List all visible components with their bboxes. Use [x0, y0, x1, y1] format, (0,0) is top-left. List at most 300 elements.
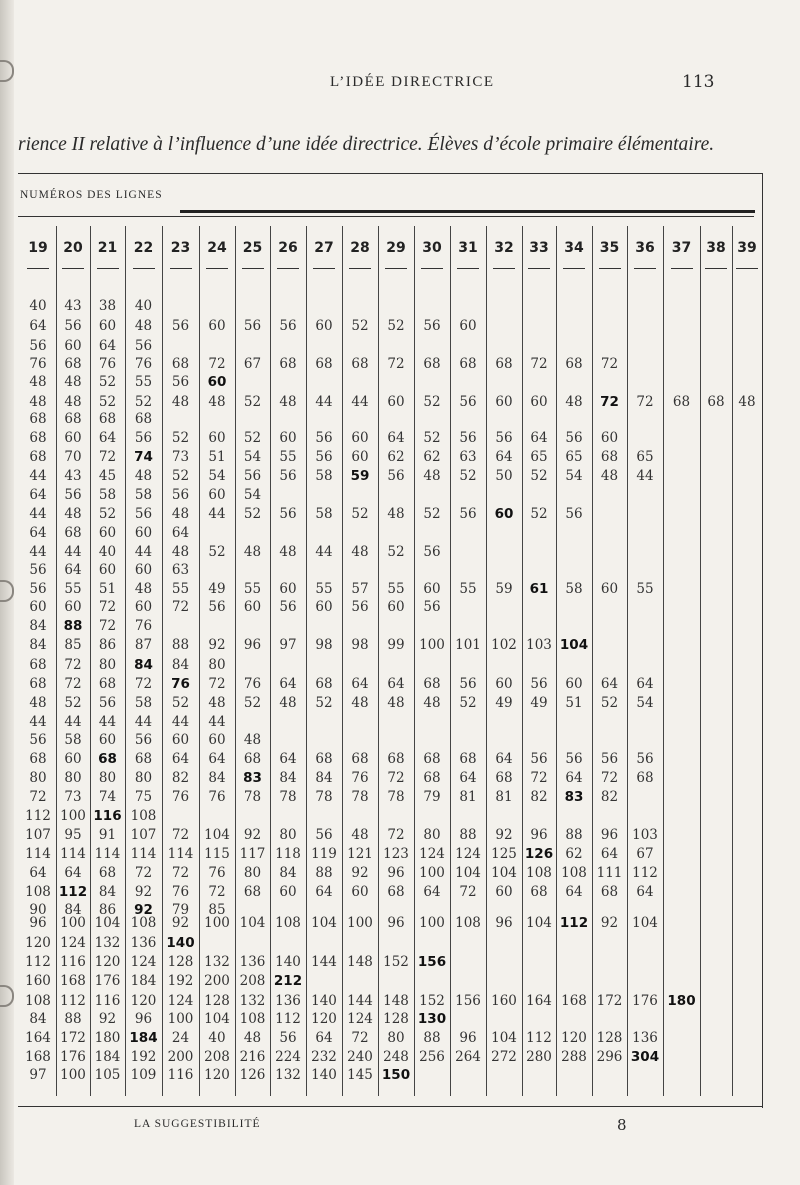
column-dash — [170, 268, 192, 269]
table-cell: 80 — [29, 770, 47, 786]
table-cell: 49 — [495, 695, 513, 711]
table-cell: 67 — [636, 846, 654, 862]
table-cell: 58 — [565, 581, 583, 597]
table-cell: 48 — [29, 374, 47, 390]
table-cell: 96 — [459, 1030, 477, 1046]
table-cell: 68 — [495, 356, 513, 372]
table-cell: 103 — [526, 637, 552, 653]
table-cell: 288 — [561, 1049, 587, 1065]
table-cell: 124 — [167, 993, 194, 1009]
table-cell: 116 — [60, 954, 86, 970]
table-cell: 68 — [530, 884, 548, 900]
table-cell: 70 — [64, 449, 82, 465]
table-cell: 48 — [243, 1030, 262, 1046]
table-cell: 60 — [495, 394, 513, 410]
table-cell: 78 — [387, 789, 405, 805]
table-cell: 68 — [423, 676, 441, 692]
table-cell: 76 — [134, 356, 153, 372]
table-cell: 72 — [530, 356, 548, 372]
table-cell: 176 — [60, 1049, 86, 1065]
table-cell: 100 — [167, 1011, 194, 1027]
table-cell: 108 — [130, 808, 157, 824]
table-cell: 111 — [596, 865, 623, 881]
table-cell: 64 — [315, 1030, 333, 1046]
table-cell: 55 — [459, 581, 477, 597]
table-cell: 72 — [387, 356, 405, 372]
table-cell: 100 — [60, 915, 86, 931]
table-cell: 96 — [495, 915, 513, 931]
table-cell: 92 — [98, 1011, 117, 1027]
table-cell: 81 — [459, 789, 477, 805]
table-cell: 72 — [208, 676, 226, 692]
column-header: 28 — [350, 240, 370, 256]
table-cell: 52 — [171, 695, 190, 711]
table-cell: 60 — [98, 525, 117, 541]
table-cell: 104 — [526, 915, 552, 931]
column-header: 32 — [494, 240, 514, 256]
column-dash — [277, 268, 299, 269]
table-cell: 108 — [275, 915, 301, 931]
table-cell: 61 — [529, 581, 549, 597]
table-cell: 44 — [64, 544, 82, 560]
table-cell: 56 — [64, 318, 82, 334]
table-cell: 60 — [387, 394, 405, 410]
table-cell: 64 — [29, 318, 47, 334]
table-cell: 43 — [64, 468, 82, 484]
table-cell: 95 — [64, 827, 82, 843]
table-cell: 152 — [419, 993, 445, 1009]
table-cell: 84 — [315, 770, 333, 786]
table-cell: 96 — [243, 637, 262, 653]
column-dash — [62, 268, 84, 269]
table-cell: 68 — [459, 751, 477, 767]
table-cell: 56 — [387, 468, 405, 484]
table-cell: 164 — [526, 993, 552, 1009]
table-cell: 59 — [495, 581, 513, 597]
table-cell: 128 — [596, 1030, 623, 1046]
table-cell: 144 — [311, 954, 337, 970]
table-cell: 216 — [239, 1049, 266, 1065]
table-cell: 92 — [134, 902, 153, 918]
table-cell: 74 — [134, 449, 153, 465]
table-cell: 60 — [64, 751, 82, 767]
table-cell: 144 — [347, 993, 373, 1009]
table-cell: 68 — [387, 884, 405, 900]
table-cell: 40 — [134, 298, 153, 314]
table-cell: 68 — [636, 770, 654, 786]
table-cell: 48 — [29, 695, 47, 711]
column-header: 39 — [737, 240, 757, 256]
table-cell: 60 — [208, 430, 226, 446]
table-cell: 72 — [208, 884, 226, 900]
table-cell: 104 — [204, 827, 230, 843]
table-cell: 58 — [315, 468, 333, 484]
table-cell: 72 — [134, 676, 153, 692]
table-cell: 208 — [239, 973, 266, 989]
table-cell: 80 — [423, 827, 441, 843]
table-cell: 64 — [423, 884, 441, 900]
table-cell: 72 — [98, 449, 117, 465]
table-cell: 60 — [494, 506, 514, 522]
table-cell: 123 — [383, 846, 409, 862]
table-cell: 75 — [134, 789, 153, 805]
table-cell: 114 — [94, 846, 121, 862]
table-cell: 132 — [204, 954, 230, 970]
table-cell: 52 — [64, 695, 82, 711]
table-cell: 55 — [387, 581, 405, 597]
table-cell: 56 — [134, 338, 153, 354]
table-cell: 44 — [208, 714, 226, 730]
column-rule — [663, 226, 664, 1096]
table-cell: 168 — [561, 993, 587, 1009]
table-cell: 104 — [311, 915, 337, 931]
table-cell: 48 — [738, 394, 756, 410]
table-cell: 56 — [279, 1030, 297, 1046]
table-cell: 60 — [208, 318, 226, 334]
table-cell: 124 — [347, 1011, 373, 1027]
table-cell: 272 — [491, 1049, 517, 1065]
table-cell: 68 — [387, 751, 405, 767]
table-cell: 84 — [208, 770, 226, 786]
table-cell: 56 — [208, 599, 226, 615]
table-cell: 88 — [459, 827, 477, 843]
table-cell: 44 — [134, 544, 153, 560]
table-cell: 120 — [94, 954, 121, 970]
table-cell: 148 — [347, 954, 373, 970]
table-cell: 107 — [130, 827, 157, 843]
table-cell: 44 — [29, 468, 47, 484]
table-cell: 72 — [64, 676, 82, 692]
table-cell: 68 — [64, 356, 82, 372]
table-cell: 68 — [495, 770, 513, 786]
table-cell: 92 — [134, 884, 153, 900]
table-cell: 52 — [387, 544, 405, 560]
table-cell: 68 — [423, 770, 441, 786]
table-cell: 76 — [171, 884, 190, 900]
table-cell: 64 — [29, 487, 47, 503]
table-cell: 56 — [64, 487, 82, 503]
table-cell: 74 — [98, 789, 117, 805]
table-cell: 96 — [530, 827, 548, 843]
table-cell: 45 — [98, 468, 117, 484]
table-cell: 78 — [315, 789, 333, 805]
column-header: 33 — [529, 240, 549, 256]
table-cell: 52 — [351, 506, 369, 522]
table-cell: 56 — [600, 751, 619, 767]
table-cell: 87 — [134, 637, 153, 653]
table-cell: 108 — [239, 1011, 266, 1027]
table-cell: 52 — [171, 468, 190, 484]
column-dash — [97, 268, 119, 269]
table-cell: 68 — [600, 449, 619, 465]
table-cell: 114 — [167, 846, 194, 862]
table-cell: 72 — [600, 394, 619, 410]
table-cell: 72 — [134, 865, 153, 881]
table-cell: 85 — [208, 902, 226, 918]
table-cell: 68 — [351, 356, 369, 372]
table-cell: 56 — [134, 732, 153, 748]
table-cell: 24 — [171, 1030, 190, 1046]
table-cell: 52 — [171, 430, 190, 446]
table-cell: 72 — [530, 770, 548, 786]
column-dash — [563, 268, 585, 269]
table-cell: 119 — [311, 846, 337, 862]
table-cell: 64 — [600, 676, 619, 692]
table-cell: 99 — [387, 637, 405, 653]
table-cell: 84 — [279, 865, 297, 881]
table-cell: 104 — [455, 865, 481, 881]
table-cell: 72 — [208, 356, 226, 372]
table-cell: 124 — [419, 846, 445, 862]
table-cell: 56 — [134, 506, 153, 522]
table-cell: 56 — [29, 581, 47, 597]
table-cell: 64 — [64, 562, 82, 578]
column-header: 29 — [386, 240, 406, 256]
table-cell: 56 — [279, 506, 297, 522]
table-cell: 52 — [423, 394, 441, 410]
table-cell: 48 — [64, 506, 82, 522]
column-header: 36 — [635, 240, 655, 256]
table-cell: 54 — [208, 468, 226, 484]
table-cell: 98 — [315, 637, 333, 653]
table-cell: 80 — [134, 770, 153, 786]
table-cell: 108 — [455, 915, 481, 931]
column-dash — [27, 268, 49, 269]
table-cell: 84 — [29, 1011, 47, 1027]
table-cell: 64 — [495, 449, 513, 465]
table-cell: 52 — [98, 374, 117, 390]
table-cell: 85 — [64, 637, 82, 653]
table-cell: 50 — [495, 468, 513, 484]
table-cell: 108 — [561, 865, 587, 881]
table-cell: 184 — [129, 1030, 158, 1046]
table-cell: 72 — [64, 657, 82, 673]
table-cell: 56 — [279, 599, 297, 615]
column-header: 20 — [63, 240, 83, 256]
table-cell: 60 — [495, 884, 513, 900]
table-cell: 96 — [387, 915, 405, 931]
column-header: 30 — [422, 240, 442, 256]
table-cell: 60 — [387, 599, 405, 615]
column-header: 27 — [314, 240, 334, 256]
table-cell: 54 — [636, 695, 654, 711]
table-cell: 55 — [279, 449, 297, 465]
table-cell: 58 — [315, 506, 333, 522]
table-cell: 64 — [279, 676, 297, 692]
table-cell: 156 — [417, 954, 447, 970]
table-cell: 88 — [64, 1011, 82, 1027]
table-cell: 55 — [134, 374, 153, 390]
table-cell: 55 — [64, 581, 82, 597]
table-cell: 180 — [94, 1030, 121, 1046]
table-cell: 80 — [279, 827, 297, 843]
table-cell: 60 — [134, 525, 153, 541]
table-cell: 48 — [387, 506, 405, 522]
table-cell: 97 — [279, 637, 297, 653]
table-cell: 304 — [630, 1049, 660, 1065]
table-cell: 52 — [600, 695, 619, 711]
table-cell: 68 — [134, 751, 153, 767]
table-cell: 68 — [351, 751, 369, 767]
table-cell: 44 — [134, 714, 153, 730]
table-cell: 72 — [459, 884, 477, 900]
table-cell: 44 — [29, 506, 47, 522]
table-cell: 60 — [530, 394, 548, 410]
table-cell: 72 — [600, 356, 619, 372]
table-cell: 48 — [134, 581, 153, 597]
table-cell: 101 — [455, 637, 481, 653]
table-cell: 48 — [64, 394, 82, 410]
column-dash — [206, 268, 228, 269]
table-cell: 92 — [600, 915, 619, 931]
table-cell: 64 — [171, 525, 190, 541]
table-cell: 132 — [94, 935, 121, 951]
table-cell: 49 — [208, 581, 226, 597]
table-cell: 68 — [672, 394, 691, 410]
table-cell: 80 — [243, 865, 262, 881]
column-header: 37 — [671, 240, 692, 256]
table-cell: 56 — [98, 695, 117, 711]
table-cell: 56 — [279, 318, 297, 334]
column-dash — [671, 268, 693, 269]
table-cell: 105 — [94, 1067, 121, 1083]
table-cell: 78 — [351, 789, 369, 805]
table-cell: 56 — [530, 676, 548, 692]
table-cell: 108 — [25, 884, 51, 900]
column-header: 34 — [564, 240, 584, 256]
table-cell: 44 — [171, 714, 190, 730]
table-cell: 52 — [423, 506, 441, 522]
table-cell: 112 — [526, 1030, 552, 1046]
table-cell: 76 — [171, 789, 190, 805]
table-cell: 60 — [208, 732, 226, 748]
table-cell: 60 — [134, 562, 153, 578]
table-cell: 103 — [632, 827, 658, 843]
table-cell: 48 — [279, 394, 297, 410]
table-cell: 72 — [351, 1030, 369, 1046]
table-cell: 68 — [64, 525, 82, 541]
table-cell: 68 — [29, 430, 47, 446]
table-cell: 44 — [98, 714, 117, 730]
table-cell: 72 — [600, 770, 619, 786]
table-cell: 68 — [98, 411, 117, 427]
table-cell: 72 — [98, 599, 117, 615]
table-cell: 48 — [171, 544, 190, 560]
table-cell: 44 — [636, 468, 654, 484]
table-cell: 56 — [459, 394, 477, 410]
table-cell: 76 — [208, 865, 226, 881]
column-header: 23 — [170, 240, 191, 256]
table-cell: 109 — [130, 1067, 157, 1083]
table-cell: 108 — [25, 993, 51, 1009]
table-cell: 148 — [383, 993, 409, 1009]
table-cell: 164 — [25, 1030, 51, 1046]
table-cell: 124 — [455, 846, 481, 862]
table-cell: 48 — [243, 732, 262, 748]
table-cell: 48 — [134, 318, 153, 334]
table-cell: 56 — [459, 506, 477, 522]
table-cell: 56 — [171, 487, 190, 503]
table-cell: 48 — [600, 468, 619, 484]
table-cell: 44 — [315, 394, 333, 410]
table-cell: 81 — [495, 789, 513, 805]
table-cell: 117 — [239, 846, 266, 862]
table-cell: 56 — [279, 468, 297, 484]
table-cell: 118 — [275, 846, 301, 862]
table-cell: 64 — [636, 676, 654, 692]
table-cell: 56 — [315, 449, 333, 465]
table-cell: 48 — [29, 394, 47, 410]
table-cell: 52 — [351, 318, 369, 334]
table-cell: 130 — [417, 1011, 447, 1027]
table-cell: 52 — [243, 430, 262, 446]
table-cell: 60 — [423, 581, 441, 597]
table-cell: 52 — [530, 468, 548, 484]
table-cell: 60 — [600, 430, 619, 446]
table-cell: 116 — [93, 808, 122, 824]
table-cell: 76 — [134, 618, 153, 634]
table-cell: 88 — [63, 618, 83, 634]
table-cell: 120 — [311, 1011, 337, 1027]
table-cell: 100 — [347, 915, 373, 931]
table-cell: 49 — [530, 695, 548, 711]
table-cell: 126 — [524, 846, 554, 862]
table-cell: 60 — [64, 599, 82, 615]
table-cell: 116 — [94, 993, 121, 1009]
table-cell: 68 — [98, 751, 117, 767]
table-cell: 208 — [204, 1049, 230, 1065]
table-cell: 104 — [94, 915, 121, 931]
table-cell: 73 — [171, 449, 190, 465]
table-cell: 102 — [491, 637, 517, 653]
table-cell: 60 — [207, 374, 227, 390]
table-cell: 60 — [98, 562, 117, 578]
table-cell: 88 — [423, 1030, 441, 1046]
table-cell: 60 — [495, 676, 513, 692]
table-cell: 172 — [60, 1030, 86, 1046]
table-cell: 52 — [459, 468, 477, 484]
table-cell: 60 — [208, 487, 226, 503]
table-cell: 107 — [25, 827, 51, 843]
table-cell: 112 — [60, 993, 86, 1009]
table-cell: 114 — [130, 846, 157, 862]
table-cell: 52 — [98, 506, 117, 522]
table-cell: 92 — [351, 865, 369, 881]
table-cell: 72 — [98, 618, 117, 634]
table-cell: 48 — [208, 394, 226, 410]
table-cell: 68 — [134, 411, 153, 427]
table-cell: 68 — [279, 356, 297, 372]
table-cell: 40 — [29, 298, 47, 314]
table-cell: 44 — [315, 544, 333, 560]
table-cell: 44 — [29, 714, 47, 730]
table-cell: 44 — [208, 506, 226, 522]
table-cell: 156 — [455, 993, 481, 1009]
table-cell: 86 — [98, 902, 117, 918]
column-dash — [599, 268, 621, 269]
table-cell: 192 — [130, 1049, 157, 1065]
table-cell: 64 — [565, 770, 583, 786]
table-cell: 56 — [171, 374, 190, 390]
table-cell: 44 — [64, 714, 82, 730]
table-cell: 76 — [171, 676, 190, 692]
page-number: 113 — [682, 72, 715, 92]
table-cell: 184 — [94, 1049, 121, 1065]
table-cell: 56 — [423, 599, 441, 615]
table-cell: 68 — [171, 356, 190, 372]
table-cell: 54 — [565, 468, 583, 484]
column-header: 24 — [207, 240, 227, 256]
